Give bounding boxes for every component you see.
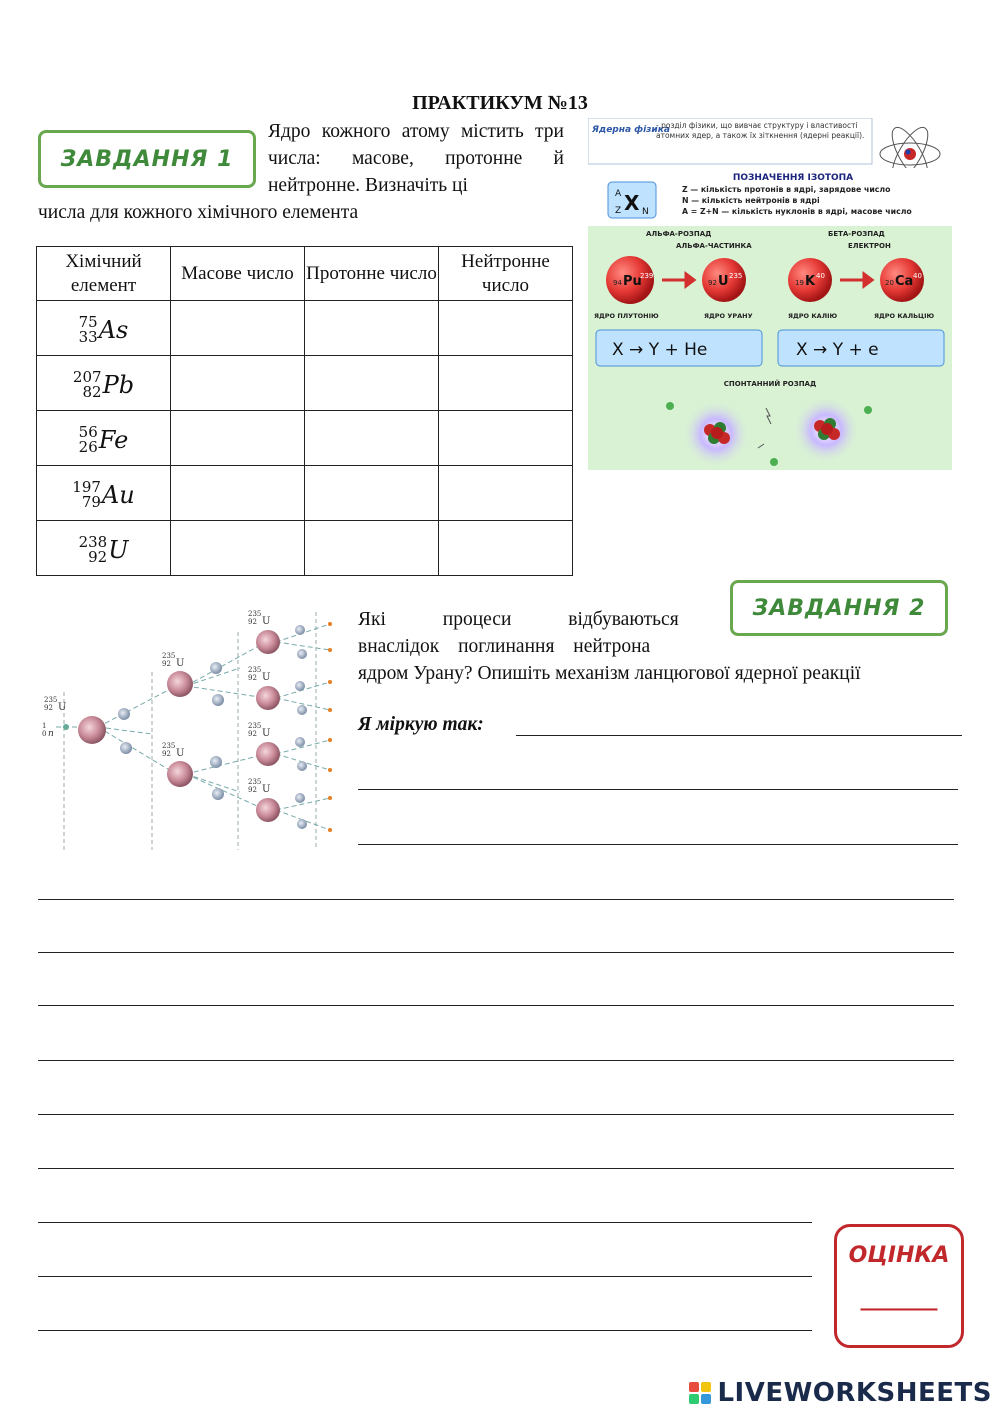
answer-line[interactable] [38,1222,812,1223]
svg-text:БЕТА-РОЗПАД: БЕТА-РОЗПАД [828,230,885,238]
svg-text:ЕЛЕКТРОН: ЕЛЕКТРОН [848,242,891,250]
svg-text:A: A [615,189,622,199]
svg-text:235: 235 [248,778,262,786]
svg-text:U: U [718,274,729,289]
proton-answer-cell[interactable] [305,356,439,411]
task-2-question-line-2: внаслідок поглинання нейтрона [358,636,651,657]
neutron-answer-cell[interactable] [439,466,573,521]
svg-text:U: U [262,728,271,739]
element-cell: 238 92 U [37,521,171,576]
mass-answer-cell[interactable] [171,301,305,356]
mass-answer-cell[interactable] [171,466,305,521]
svg-text:92: 92 [248,730,257,738]
neutron-z: 0 [42,730,47,738]
fission-fragments [118,625,307,829]
answer-line[interactable] [38,952,954,953]
proton-answer-cell[interactable] [305,411,439,466]
neutron-dot [63,724,69,730]
task-2-question-line-1: Які процеси відбуваються [358,609,679,630]
proton-answer-cell[interactable] [305,466,439,521]
liveworksheets-icon [689,1382,711,1404]
svg-text:40: 40 [913,272,922,280]
svg-text:235: 235 [162,652,176,660]
task-1-badge: ЗАВДАННЯ 1 [38,130,256,188]
neutron-answer-cell[interactable] [439,301,573,356]
legend-a: A = Z+N — кількість нуклонів в ядрі, масове число [682,207,912,216]
table-row [37,521,573,576]
element-cell: 207 82 Pb [37,356,171,411]
svg-text:94: 94 [613,279,622,287]
isotope-title: ПОЗНАЧЕННЯ ІЗОТОПА [732,173,854,183]
page-title: ПРАКТИКУМ №13 [412,92,588,114]
header-neutron: Нейтронне число [439,247,573,301]
svg-text:X: X [624,191,640,215]
svg-text:U: U [262,616,271,627]
svg-text:АЛЬФА-ЧАСТИНКА: АЛЬФА-ЧАСТИНКА [676,242,752,250]
svg-text:92: 92 [708,279,717,287]
info-header-title: Ядерна фізика [592,125,670,135]
svg-text:19: 19 [795,279,804,287]
svg-text:92: 92 [162,660,171,668]
svg-text:Z: Z [615,206,622,216]
svg-text:АЛЬФА-РОЗПАД: АЛЬФА-РОЗПАД [646,230,712,238]
answer-line[interactable] [38,1168,954,1169]
svg-text:U: U [176,748,185,759]
answer-line[interactable] [38,1060,954,1061]
svg-text:92: 92 [44,704,53,712]
proton-answer-cell[interactable] [305,301,439,356]
chain-reaction-diagram [40,602,340,850]
uranium-nucleus-gen3d [248,778,280,822]
neutron-answer-cell[interactable] [439,411,573,466]
element-cell: 56 26 Fe [37,411,171,466]
task-2-question-line-3: ядром Урану? Опишіть механізм ланцюгової ядерної реакції [358,663,861,684]
grade-box [834,1224,964,1348]
proton-answer-cell[interactable] [305,521,439,576]
uranium-nucleus-gen3a [248,610,280,654]
svg-text:ЯДРО КАЛЬЦІЮ: ЯДРО КАЛЬЦІЮ [874,312,935,320]
answer-line[interactable] [38,1330,812,1331]
svg-text:U: U [262,672,271,683]
neutron-label: n [48,729,54,739]
svg-text:СПОНТАННИЙ РОЗПАД: СПОНТАННИЙ РОЗПАД [723,380,817,388]
svg-text:92: 92 [248,618,257,626]
svg-text:92: 92 [248,674,257,682]
task-1-intro: Ядро кожного атому містить три числа: масове, протонне й нейтронне. Визначіть ці [268,121,564,196]
svg-text:92: 92 [248,786,257,794]
neutron-answer-cell[interactable] [439,356,573,411]
svg-text:K: K [805,274,816,289]
task-2-badge: ЗАВДАННЯ 2 [730,580,948,636]
header-mass: Масове число [171,247,305,301]
svg-text:N: N [642,207,649,217]
table-row [37,356,573,411]
mass-answer-cell[interactable] [171,356,305,411]
svg-text:235: 235 [162,742,176,750]
liveworksheets-logo: LIVEWORKSHEETS [689,1378,992,1408]
info-header-text: - розділ фізики, що вивчає структуру і властивості атомних ядер, а також їх зіткнення (ядерні реакції). [656,121,865,140]
grade-label: ОЦІНКА [848,1243,950,1268]
uranium-nucleus-gen2b [162,742,193,787]
table-row [37,466,573,521]
svg-text:U: U [262,784,271,795]
svg-text:ЯДРО ПЛУТОНІЮ: ЯДРО ПЛУТОНІЮ [594,312,659,320]
svg-text:235: 235 [248,666,262,674]
svg-text:ЯДРО УРАНУ: ЯДРО УРАНУ [704,312,753,320]
answer-line[interactable] [38,1276,812,1277]
svg-text:U: U [176,658,185,669]
svg-text:235: 235 [44,696,58,704]
legend-n: N — кількість нейтронів в ядрі [682,196,820,205]
task-1-intro-continued: числа для кожного хімічного елемента [38,202,359,223]
svg-text:235: 235 [248,722,262,730]
svg-text:Ca: Ca [895,274,914,289]
neutron-arrow-heads [328,622,332,832]
svg-text:235: 235 [248,610,262,618]
element-cell: 75 33 As [37,301,171,356]
table-row [37,411,573,466]
answer-line[interactable] [38,1114,954,1115]
header-proton: Протонне число [305,247,439,301]
legend-z: Z — кількість протонів в ядрі, зарядове число [682,185,891,194]
uranium-nucleus-gen3c [248,722,280,766]
answer-line[interactable] [358,789,958,790]
mass-answer-cell[interactable] [171,521,305,576]
mass-answer-cell[interactable] [171,411,305,466]
grade-blank[interactable]: _______ [860,1286,938,1311]
svg-text:ЯДРО КАЛІЮ: ЯДРО КАЛІЮ [788,312,838,320]
svg-text:235: 235 [729,272,743,280]
nuclear-physics-infographic [588,118,952,470]
header-element: Хімічний елемент [37,247,171,301]
answer-label: Я міркую так: [358,714,484,735]
neutron-mass: 1 [42,722,47,730]
answer-line[interactable] [38,899,954,900]
svg-text:Pu: Pu [623,274,642,289]
neutron-answer-cell[interactable] [439,521,573,576]
svg-text:X → Y + He: X → Y + He [612,340,708,360]
uranium-nucleus-gen2a [162,652,193,697]
uranium-nucleus-gen3b [248,666,280,710]
element-cell: 197 79 Au [37,466,171,521]
answer-line[interactable] [38,1005,954,1006]
svg-text:92: 92 [162,750,171,758]
svg-text:40: 40 [816,272,825,280]
answer-line[interactable] [358,844,958,845]
svg-text:X → Y + e: X → Y + e [796,340,879,360]
elements-table [36,246,573,576]
svg-text:239: 239 [640,272,654,280]
answer-line[interactable] [516,735,962,736]
table-header-row [37,247,573,301]
table-row [37,301,573,356]
svg-text:U: U [58,702,67,713]
svg-text:20: 20 [885,279,894,287]
